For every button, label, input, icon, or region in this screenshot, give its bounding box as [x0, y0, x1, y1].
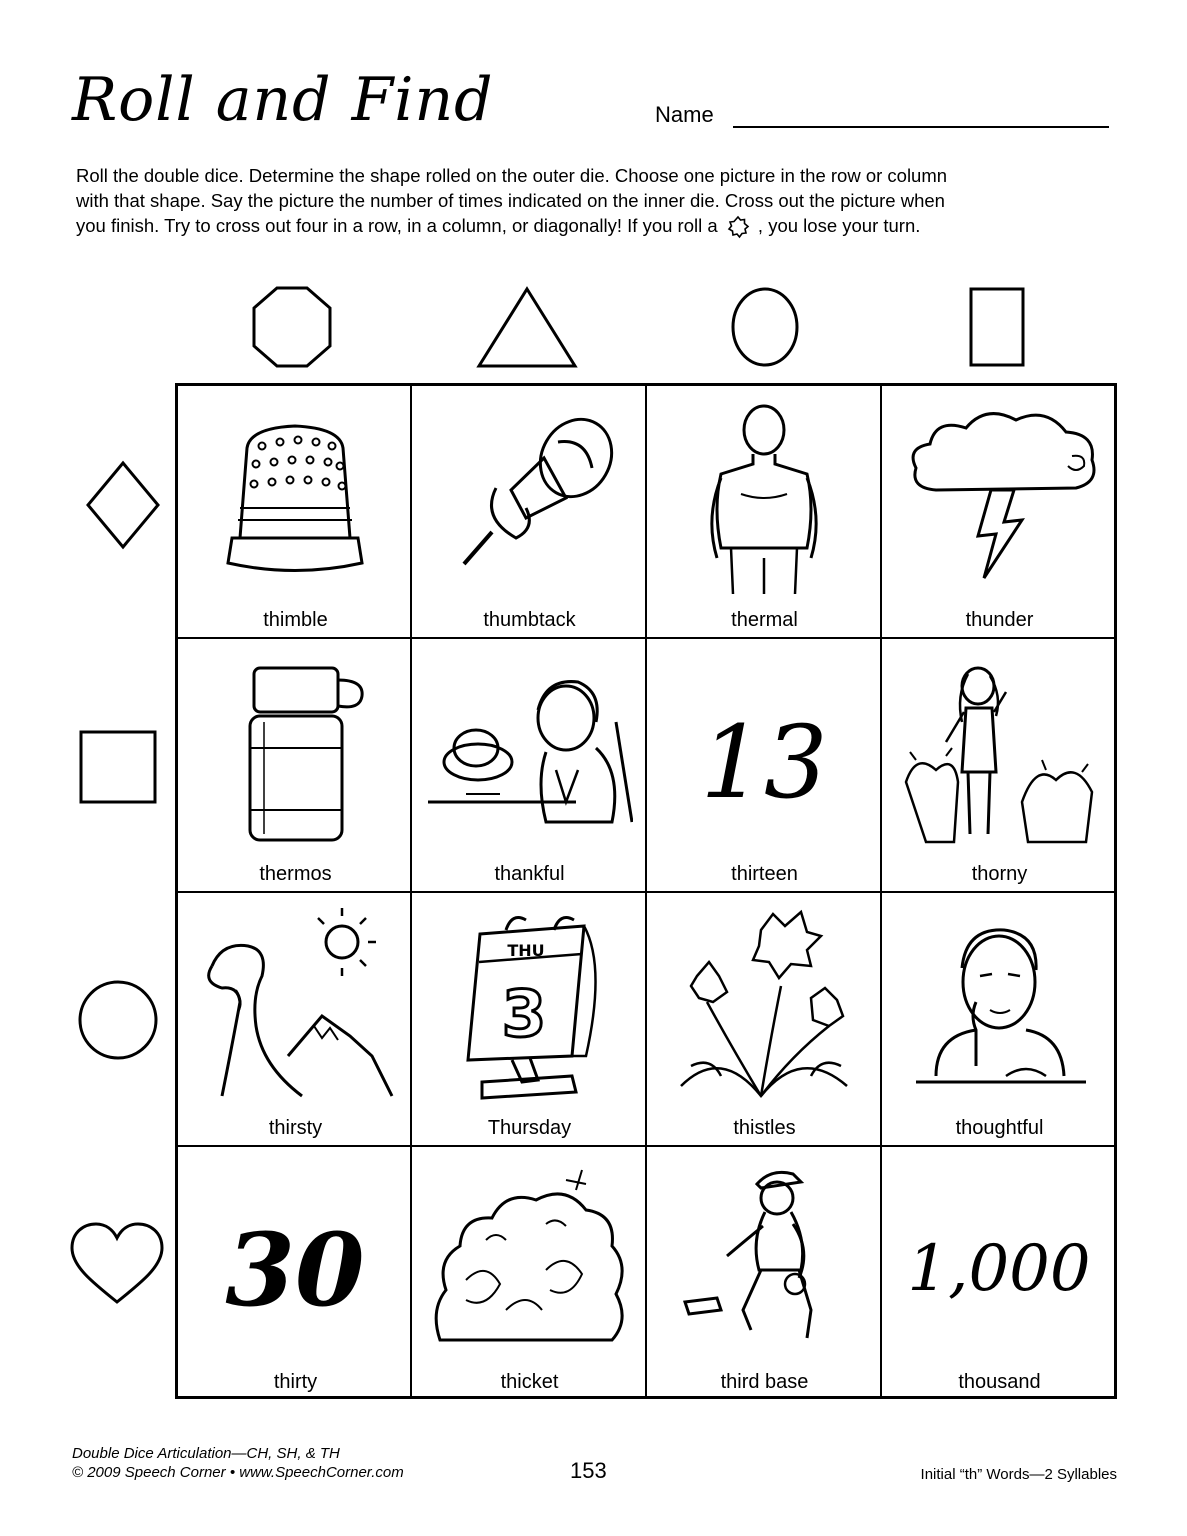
cell-label: thoughtful — [955, 1117, 1044, 1139]
thumbtack-icon — [426, 398, 633, 594]
thinking-man-icon — [896, 906, 1103, 1102]
calendar-date: 3 — [501, 978, 547, 1052]
instructions-line-3-start: you finish. Try to cross out four in a row, in a column, or diagonally! If you roll a — [76, 215, 718, 236]
heart-icon — [70, 1200, 164, 1310]
grid-cell-thunder[interactable] — [882, 386, 1117, 640]
cell-numeral: 1,000 — [907, 1232, 1091, 1306]
grid-cell-third-base[interactable] — [647, 1148, 882, 1402]
grid-cell-thirty[interactable] — [178, 1148, 413, 1402]
grid-cell-thankful[interactable] — [412, 640, 647, 894]
picture-grid — [175, 383, 1117, 1399]
footer-copyright: © 2009 Speech Corner • www.SpeechCorner.com — [72, 1464, 404, 1481]
cell-label: thirteen — [731, 863, 798, 885]
thermos-icon — [192, 652, 399, 848]
cell-label: thicket — [500, 1371, 559, 1393]
square-icon — [70, 710, 164, 820]
cell-label: thankful — [494, 863, 565, 885]
footer-book-title: Double Dice Articulation—CH, SH, & TH — [72, 1445, 340, 1462]
octagon-icon — [237, 285, 347, 369]
girl-with-thorny-bushes-icon — [896, 652, 1103, 848]
name-label: Name — [655, 102, 714, 127]
cell-label: Thursday — [487, 1117, 572, 1139]
calendar-icon — [426, 906, 633, 1102]
instructions — [76, 163, 1106, 239]
cell-label: thunder — [965, 609, 1034, 631]
grid-cell-thirteen[interactable] — [647, 640, 882, 894]
instructions-line-3-end: , you lose your turn. — [757, 215, 921, 236]
cell-label: thirty — [273, 1371, 318, 1393]
instructions-line-1: Roll the double dice. Determine the shape rolled on the outer die. Choose one picture in the row or column — [76, 165, 948, 186]
grid-cell-thimble[interactable] — [178, 386, 413, 640]
rectangle-icon — [942, 285, 1052, 369]
cell-label: thorny — [971, 863, 1028, 885]
footer-credits — [72, 1444, 404, 1482]
cell-numeral: 30 — [225, 1211, 365, 1329]
thistle-plant-icon — [661, 906, 868, 1102]
thirsty-camel-icon — [192, 906, 399, 1102]
grid-cell-thirsty[interactable] — [178, 894, 413, 1148]
thimble-icon — [192, 398, 399, 594]
number-icon — [896, 1160, 1103, 1356]
grid-cell-thursday[interactable] — [412, 894, 647, 1148]
number-icon — [192, 1160, 399, 1356]
grid-cell-thoughtful[interactable] — [882, 894, 1117, 1148]
cell-label: thousand — [958, 1371, 1041, 1393]
name-field-line[interactable] — [733, 126, 1109, 128]
cell-label: thimble — [263, 609, 328, 631]
grid-cell-thistles[interactable] — [647, 894, 882, 1148]
grid-cell-thicket[interactable] — [412, 1148, 647, 1402]
baseball-player-icon — [661, 1160, 868, 1356]
cell-label: thermal — [731, 609, 798, 631]
page-title: Roll and Find — [72, 65, 494, 135]
cell-label: thirsty — [268, 1117, 323, 1139]
grid-cell-thousand[interactable] — [882, 1148, 1117, 1402]
calendar-day: THU — [507, 941, 545, 960]
cell-label: thermos — [259, 863, 332, 885]
instructions-line-2: with that shape. Say the picture the number of times indicated on the inner die. Cross out the picture when — [76, 190, 945, 211]
page-number: 153 — [570, 1458, 607, 1483]
grid-cell-thermal[interactable] — [647, 386, 882, 640]
girl-praying-at-dinner-icon — [426, 652, 633, 848]
cell-label: third base — [720, 1371, 809, 1393]
storm-cloud-icon — [896, 398, 1103, 594]
cell-numeral: 13 — [700, 704, 828, 821]
circle-icon — [70, 964, 164, 1074]
man-in-thermal-shirt-icon — [661, 398, 868, 594]
triangle-icon — [472, 285, 582, 369]
footer-section: Initial “th” Words—2 Syllables — [920, 1466, 1117, 1483]
thicket-bush-icon — [426, 1160, 633, 1356]
instructions-line-3 — [76, 213, 1106, 239]
grid-cell-thermos[interactable] — [178, 640, 413, 894]
cell-label: thumbtack — [483, 609, 576, 631]
cell-label: thistles — [733, 1117, 796, 1139]
number-icon — [661, 652, 868, 848]
grid-cell-thumbtack[interactable] — [412, 386, 647, 640]
oval-icon — [710, 285, 820, 369]
grid-cell-thorny[interactable] — [882, 640, 1117, 894]
diamond-icon — [70, 451, 164, 561]
starburst-icon — [726, 215, 750, 239]
